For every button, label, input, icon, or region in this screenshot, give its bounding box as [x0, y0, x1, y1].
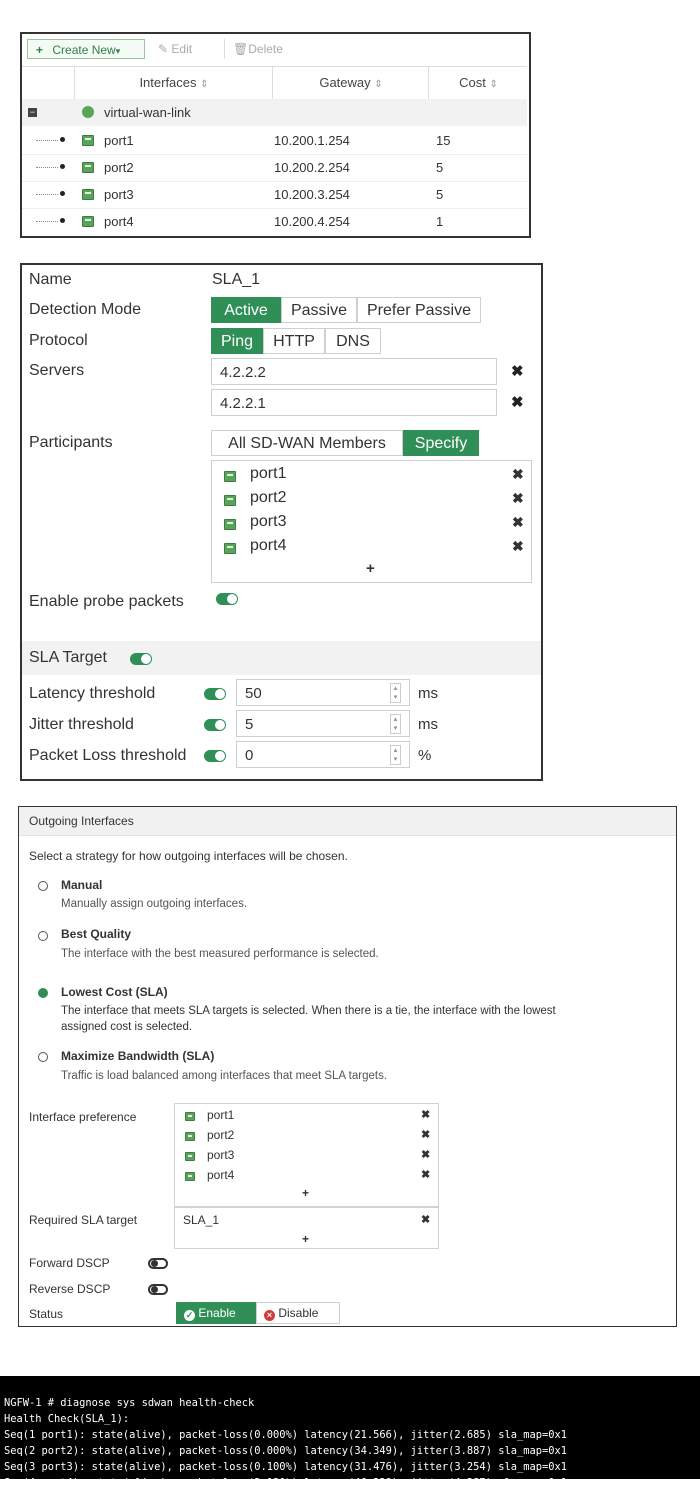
participant-label: port3 [250, 513, 287, 530]
row-gateway: 10.200.1.254 [274, 133, 350, 148]
row-gateway: 10.200.3.254 [274, 187, 350, 202]
strategy-intro: Select a strategy for how outgoing interfaces will be chosen. [29, 849, 348, 863]
strategy-max-bandwidth-radio[interactable] [38, 1052, 48, 1062]
interface-icon [185, 1132, 195, 1141]
participant-label: port4 [250, 537, 287, 554]
strategy-lowest-cost-title[interactable]: Lowest Cost (SLA) [61, 985, 168, 999]
jitter-threshold-input[interactable]: 5 [236, 710, 410, 737]
edit-label: Edit [171, 42, 193, 56]
sort-icon: ⇕ [489, 79, 498, 90]
protocol-ping-option[interactable]: Ping [211, 328, 263, 354]
disable-label: Disable [278, 1306, 319, 1320]
add-preference-icon[interactable]: + [302, 1186, 310, 1200]
row-interface: port2 [104, 160, 134, 175]
required-sla-label: Required SLA target [29, 1213, 138, 1227]
remove-participant-icon[interactable]: ✖ [512, 514, 524, 530]
bullet [60, 164, 65, 169]
edit-button[interactable] [158, 39, 214, 59]
enable-label: Enable [198, 1306, 236, 1320]
server-input[interactable]: 4.2.2.2 [211, 358, 497, 385]
trash-icon: 🗑 [233, 42, 249, 56]
row-cost: 15 [436, 133, 451, 148]
list-item[interactable] [222, 513, 527, 535]
sla-target-toggle[interactable] [130, 653, 152, 665]
group-label: virtual-wan-link [104, 105, 191, 120]
required-sla-value[interactable]: SLA_1 [183, 1213, 220, 1227]
column-cost-label: Cost [459, 75, 486, 90]
remove-sla-icon[interactable]: ✖ [421, 1214, 431, 1226]
interface-icon [224, 519, 236, 530]
create-new-button[interactable] [27, 39, 145, 59]
terminal-line: Seq(4 port4): state(alive), packet-loss(2.130%) latency(46.229), jitter(4.287) sla_map=0x1 [4, 1477, 568, 1489]
protocol-dns-option[interactable]: DNS [325, 328, 381, 354]
terminal-line: NGFW-1 # diagnose sys sdwan health-check [4, 1397, 255, 1409]
remove-preference-icon[interactable]: ✖ [421, 1109, 431, 1121]
jitter-threshold-label: Jitter threshold [29, 716, 134, 733]
strategy-best-quality-desc: The interface with the best measured performance is selected. [61, 948, 379, 960]
required-sla-box [174, 1207, 439, 1249]
interface-icon [82, 216, 94, 227]
sla-target-label: SLA Target [29, 649, 107, 666]
reverse-dscp-toggle[interactable] [148, 1284, 168, 1295]
participant-label: port1 [250, 465, 287, 482]
list-item[interactable] [183, 1147, 433, 1165]
latency-threshold-input[interactable]: 50 [236, 679, 410, 706]
interface-icon [185, 1172, 195, 1181]
delete-button[interactable] [224, 39, 305, 59]
spinner-icon[interactable]: ▴ ▾ [390, 745, 401, 765]
column-interfaces-label: Interfaces [139, 75, 197, 90]
interface-icon [82, 162, 94, 173]
packet-loss-threshold-input[interactable]: 0 [236, 741, 410, 768]
create-new-label: Create New [52, 43, 116, 57]
cancel-circle-icon: × [264, 1310, 275, 1321]
participants-all-option[interactable]: All SD-WAN Members [211, 430, 403, 456]
list-item[interactable] [222, 537, 527, 559]
packet-loss-unit: % [418, 747, 432, 764]
sort-icon: ⇕ [200, 79, 209, 90]
column-cost[interactable] [428, 67, 528, 99]
reverse-dscp-label: Reverse DSCP [29, 1282, 111, 1296]
table-row[interactable] [22, 154, 527, 182]
latency-threshold-toggle[interactable] [204, 688, 226, 700]
strategy-lowest-cost-desc-line2: assigned cost is selected. [61, 1021, 193, 1033]
enable-button[interactable] [176, 1302, 256, 1324]
interface-preference-list [174, 1103, 439, 1207]
probe-packets-label: Enable probe packets [29, 593, 184, 610]
participant-label: port2 [250, 489, 287, 506]
preference-label: port1 [207, 1108, 235, 1122]
packet-loss-threshold-toggle[interactable] [204, 750, 226, 762]
interfaces-panel [20, 32, 531, 238]
table-row[interactable] [22, 127, 527, 155]
row-cost: 1 [436, 214, 444, 229]
list-item[interactable] [183, 1107, 433, 1125]
remove-participant-icon[interactable]: ✖ [512, 466, 524, 482]
spinner-icon[interactable]: ▴ ▾ [390, 714, 401, 734]
bullet [60, 191, 65, 196]
strategy-best-quality-radio[interactable] [38, 931, 48, 941]
strategy-manual-radio[interactable] [38, 881, 48, 891]
strategy-best-quality-title[interactable]: Best Quality [61, 927, 132, 941]
row-gateway: 10.200.4.254 [274, 214, 350, 229]
sla-target-bar [22, 641, 541, 675]
strategy-manual-desc: Manually assign outgoing interfaces. [61, 898, 248, 910]
remove-participant-icon[interactable]: ✖ [512, 490, 524, 506]
bullet [60, 137, 65, 142]
jitter-unit: ms [418, 716, 438, 733]
plus-icon: + [36, 43, 44, 57]
participants-label: Participants [29, 434, 113, 451]
remove-preference-icon[interactable]: ✖ [421, 1169, 431, 1181]
participants-specify-option[interactable]: Specify [403, 430, 479, 456]
terminal-line: Seq(1 port1): state(alive), packet-loss(0.000%) latency(21.566), jitter(2.685) sla_map=0x1 [4, 1429, 568, 1441]
preference-label: port3 [207, 1148, 235, 1162]
forward-dscp-label: Forward DSCP [29, 1256, 110, 1270]
column-interfaces[interactable] [74, 67, 273, 99]
participants-list [211, 460, 532, 583]
sla-panel [20, 263, 543, 781]
protocol-http-option[interactable]: HTTP [263, 328, 325, 354]
remove-server-icon[interactable]: ✖ [511, 394, 524, 411]
caret-down-icon: ▾ [115, 46, 121, 56]
strategy-max-bandwidth-title[interactable]: Maximize Bandwidth (SLA) [61, 1049, 215, 1063]
interface-preference-label: Interface preference [29, 1110, 137, 1124]
list-item[interactable] [183, 1167, 433, 1185]
strategy-manual-title[interactable]: Manual [61, 878, 103, 892]
row-interface: port1 [104, 133, 134, 148]
row-cost: 5 [436, 160, 444, 175]
name-label: Name [29, 271, 72, 288]
list-item[interactable] [183, 1127, 433, 1145]
row-cost: 5 [436, 187, 444, 202]
jitter-threshold-toggle[interactable] [204, 719, 226, 731]
spinner-icon[interactable]: ▴ ▾ [390, 683, 401, 703]
terminal-line: Health Check(SLA_1): [4, 1413, 130, 1425]
interface-icon [224, 471, 236, 482]
terminal-line: Seq(2 port2): state(alive), packet-loss(0.000%) latency(34.349), jitter(3.887) sla_map=0x1 [4, 1445, 568, 1457]
detection-mode-label: Detection Mode [29, 301, 142, 318]
tree-line [36, 167, 58, 168]
interface-icon [224, 495, 236, 506]
remove-participant-icon[interactable]: ✖ [512, 538, 524, 554]
strategy-lowest-cost-radio[interactable] [38, 988, 48, 998]
add-participant-icon[interactable]: + [366, 560, 375, 577]
table-row[interactable] [22, 208, 527, 234]
row-interface: port3 [104, 187, 134, 202]
table-header [22, 66, 527, 100]
latency-unit: ms [418, 685, 438, 702]
protocol-label: Protocol [29, 332, 88, 349]
outgoing-header-bar [19, 807, 676, 836]
detection-passive-option[interactable]: Passive [281, 297, 357, 323]
status-label: Status [29, 1307, 64, 1321]
interface-icon [82, 189, 94, 200]
strategy-max-bandwidth-desc: Traffic is load balanced among interfaces that meet SLA targets. [61, 1070, 388, 1082]
tree-line [36, 194, 58, 195]
preference-label: port2 [207, 1128, 235, 1142]
outgoing-panel [18, 806, 677, 1327]
interface-icon [82, 135, 94, 146]
outgoing-header: Outgoing Interfaces [29, 814, 134, 828]
list-item[interactable] [222, 489, 527, 511]
servers-label: Servers [29, 362, 85, 379]
bullet [60, 218, 65, 223]
delete-label: Delete [248, 42, 283, 56]
list-item[interactable] [222, 465, 527, 487]
disable-button[interactable] [256, 1302, 340, 1324]
strategy-lowest-cost-desc: The interface that meets SLA targets is selected. When there is a tie, the interface with the lowest [61, 1005, 556, 1017]
remove-preference-icon[interactable]: ✖ [421, 1149, 431, 1161]
name-value[interactable]: SLA_1 [212, 271, 261, 288]
detection-prefer-passive-option[interactable]: Prefer Passive [357, 297, 481, 323]
column-gateway[interactable] [272, 67, 429, 99]
table-row[interactable] [22, 181, 527, 209]
sort-icon: ⇕ [374, 79, 383, 90]
terminal-output [0, 1376, 700, 1489]
preference-label: port4 [207, 1168, 235, 1182]
column-gateway-label: Gateway [319, 75, 371, 90]
tree-line [36, 221, 58, 222]
check-circle-icon: ✓ [185, 1310, 194, 1320]
row-interface: port4 [104, 214, 134, 229]
server-input[interactable]: 4.2.2.1 [211, 389, 497, 416]
latency-threshold-label: Latency threshold [29, 685, 156, 702]
globe-icon [82, 106, 94, 118]
interface-icon [224, 543, 236, 554]
tree-line [36, 140, 58, 141]
remove-preference-icon[interactable]: ✖ [421, 1129, 431, 1141]
detection-active-option[interactable]: Active [211, 297, 281, 323]
add-sla-icon[interactable]: + [302, 1232, 310, 1246]
forward-dscp-toggle[interactable] [148, 1258, 168, 1269]
row-gateway: 10.200.2.254 [274, 160, 350, 175]
group-row[interactable] [22, 99, 527, 126]
interface-icon [185, 1152, 195, 1161]
remove-server-icon[interactable]: ✖ [511, 363, 524, 380]
interface-icon [185, 1112, 195, 1121]
pencil-icon: ✎ [158, 42, 169, 56]
terminal-line: Seq(3 port3): state(alive), packet-loss(0.100%) latency(31.476), jitter(3.254) sla_map=0x1 [4, 1461, 568, 1473]
collapse-icon[interactable]: − [29, 107, 36, 117]
packet-loss-threshold-label: Packet Loss threshold [29, 747, 187, 764]
probe-packets-toggle[interactable] [216, 593, 238, 605]
